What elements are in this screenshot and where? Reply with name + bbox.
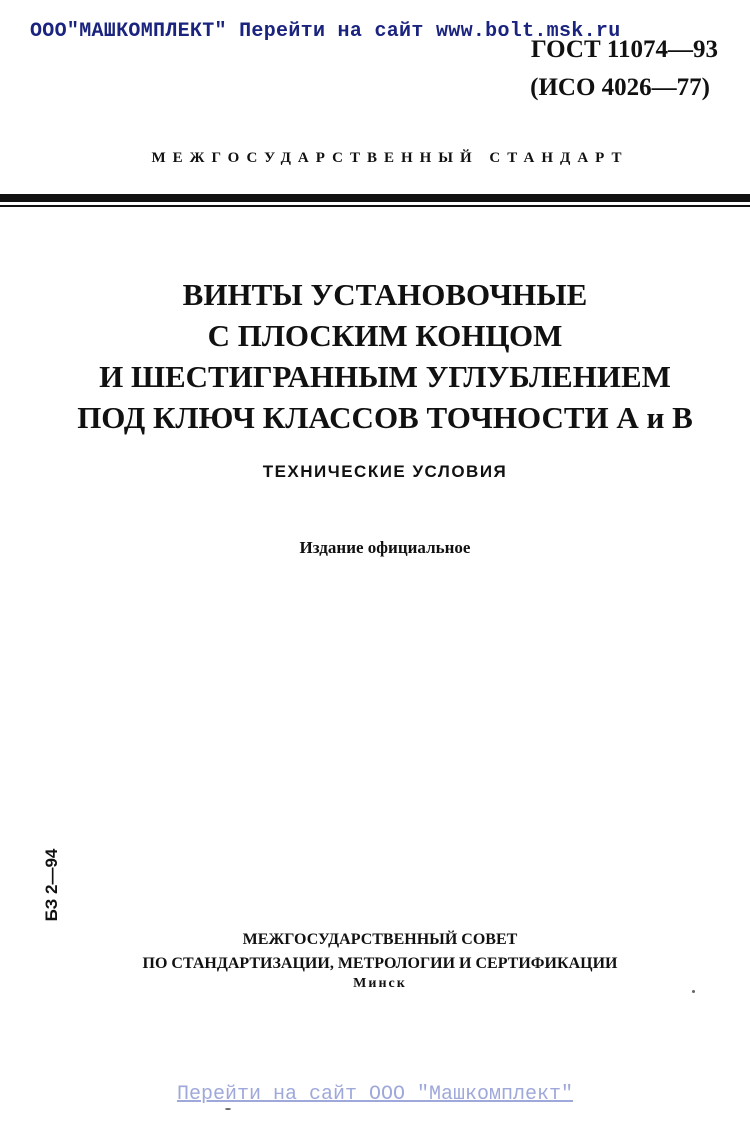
title-line: ВИНТЫ УСТАНОВОЧНЫЕ [182,277,588,312]
site-banner-link[interactable]: ООО"МАШКОМПЛЕКТ" Перейти на сайт www.bolt.msk.ru [30,20,621,43]
header-rule-thin [0,205,750,207]
title-line: И ШЕСТИГРАННЫМ УГЛУБЛЕНИЕМ [99,359,671,394]
iso-number: (ИСО 4026—77) [530,74,710,101]
publisher [0,928,750,976]
document-title [0,274,750,438]
document-subtitle: ТЕХНИЧЕСКИЕ УСЛОВИЯ [262,462,508,481]
header-rule-thick [0,194,750,202]
scan-speck [692,990,695,993]
standard-number: ГОСТ 11074—93 [530,36,718,63]
site-footer-link[interactable]: Перейти на сайт ООО "Машкомплект" [176,1083,574,1106]
scan-speck [225,1108,231,1110]
title-line: С ПЛОСКИМ КОНЦОМ [207,318,563,353]
edition-note: Издание официальное [299,538,471,557]
standard-category: МЕЖГОСУДАРСТВЕННЫЙ СТАНДАРТ [151,150,629,166]
publisher-city: Минск [353,976,407,991]
title-line: ПОД КЛЮЧ КЛАССОВ ТОЧНОСТИ А и В [77,400,693,435]
side-code: БЗ 2—94 [42,848,61,922]
publisher-line: ПО СТАНДАРТИЗАЦИИ, МЕТРОЛОГИИ И СЕРТИФИКАЦИИ [142,955,618,972]
publisher-line: МЕЖГОСУДАРСТВЕННЫЙ СОВЕТ [242,931,518,948]
